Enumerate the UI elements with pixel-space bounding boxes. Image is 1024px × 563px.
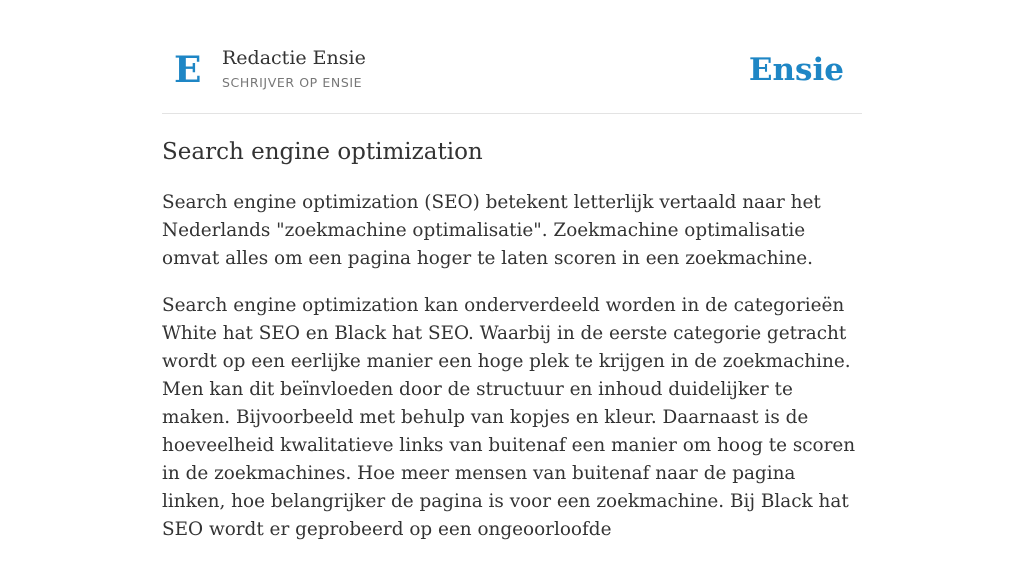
author-role: SCHRIJVER OP ENSIE [222,75,363,90]
ensie-logo[interactable]: Ensie [748,52,844,88]
article-body [162,189,862,563]
author-name[interactable]: Redactie Ensie [222,47,366,69]
article-paragraph: Search engine optimization kan onderverdeeld worden in de categorieën White hat SEO en Black hat SEO. Waarbij in de eerste categorie getracht wordt op een eerlijke manier een hoge plek te krijgen in de zoekmachine. Men kan dit beïnvloeden door de structuur en inhoud duidelijker te maken. Bijvoorbeeld met behulp van kopjes en kleur. Daarnaast is de hoeveelheid kwalitatieve links van buitenaf een manier om hoog te scoren in de zoekmachines. Hoe meer mensen van buitenaf naar de pagina linken, hoe belangrijker de pagina is voor een zoekmachine. Bij Black hat SEO wordt er geprobeerd op een ongeoorloofde [162,295,856,540]
author-logo[interactable]: E [174,49,202,91]
article-header [162,0,862,114]
article-title: Search engine optimization [162,139,483,165]
article-container [162,0,862,540]
article-paragraph: Search engine optimization (SEO) betekent letterlijk vertaald naar het Nederlands "zoekmachine optimalisatie". Zoekmachine optimalisatie omvat alles om een pagina hoger te laten scoren in een zoekmachine. [162,192,821,269]
